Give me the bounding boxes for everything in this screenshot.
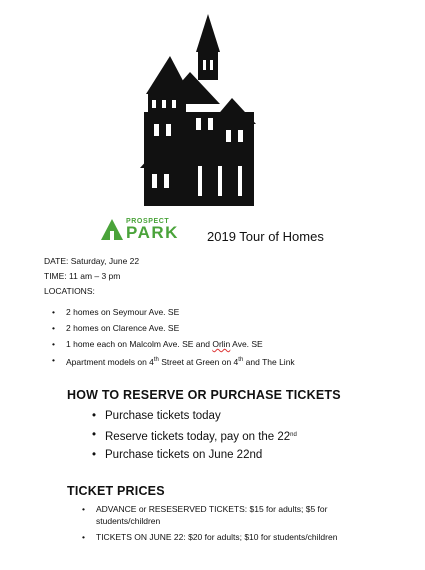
list-item [52, 352, 412, 370]
location-malcolm-c: Ave. SE [230, 339, 263, 349]
location-apartments-c: and The Link [243, 357, 295, 367]
prices-heading: TICKET PRICES [67, 484, 165, 498]
tour-title: 2019 Tour of Homes [207, 229, 324, 244]
bullet-icon: • [82, 532, 85, 542]
list-item [52, 336, 412, 352]
reserve-item-1: Purchase tickets today [105, 410, 221, 422]
bullet-icon: • [52, 307, 55, 317]
reserve-heading: HOW TO RESERVE OR PURCHASE TICKETS [67, 388, 341, 402]
location-orlin: Orlin [212, 339, 231, 349]
event-date: DATE: Saturday, June 22 [44, 256, 140, 266]
bullet-icon: • [52, 323, 55, 333]
ordinal-suffix: th [153, 357, 159, 363]
victorian-house-illustration [140, 12, 258, 210]
prospect-park-logo [100, 218, 190, 244]
bullet-icon: • [52, 355, 55, 365]
prices-list [82, 503, 382, 547]
reserve-list [92, 407, 297, 465]
list-item [82, 531, 382, 543]
logo-park: PARK [126, 223, 179, 242]
list-item [82, 503, 382, 527]
prospect-park-tree-icon [100, 218, 124, 242]
location-apartments-a: Apartment models on 4 [66, 357, 154, 367]
location-clarence: 2 homes on Clarence Ave. SE [66, 323, 180, 333]
location-seymour: 2 homes on Seymour Ave. SE [66, 307, 180, 317]
location-malcolm-a: 1 home each on Malcolm Ave. SE and [66, 339, 213, 349]
list-item [92, 407, 297, 426]
price-advance: ADVANCE or RESESERVED TICKETS: $15 for adults; $5 for students/children [96, 504, 328, 526]
logo-prospect: PROSPECT [126, 218, 170, 225]
ordinal-suffix: nd [290, 431, 297, 438]
list-item [92, 426, 297, 447]
bullet-icon: • [92, 449, 97, 461]
reserve-item-2: Reserve tickets today, pay on the 22 [105, 430, 291, 443]
bullet-icon: • [92, 428, 97, 441]
locations-list [52, 304, 412, 370]
bullet-icon: • [82, 504, 85, 514]
list-item [92, 446, 297, 465]
list-item [52, 304, 412, 320]
bullet-icon: • [52, 339, 55, 349]
bullet-icon: • [92, 410, 97, 422]
price-day-of: TICKETS ON JUNE 22: $20 for adults; $10 for students/children [96, 532, 338, 542]
event-time: TIME: 11 am – 3 pm [44, 271, 121, 281]
locations-label: LOCATIONS: [44, 286, 95, 296]
list-item [52, 320, 412, 336]
ordinal-suffix: th [238, 357, 244, 363]
reserve-item-3: Purchase tickets on June 22nd [105, 449, 263, 461]
location-apartments-b: Street at Green on 4 [158, 357, 239, 367]
